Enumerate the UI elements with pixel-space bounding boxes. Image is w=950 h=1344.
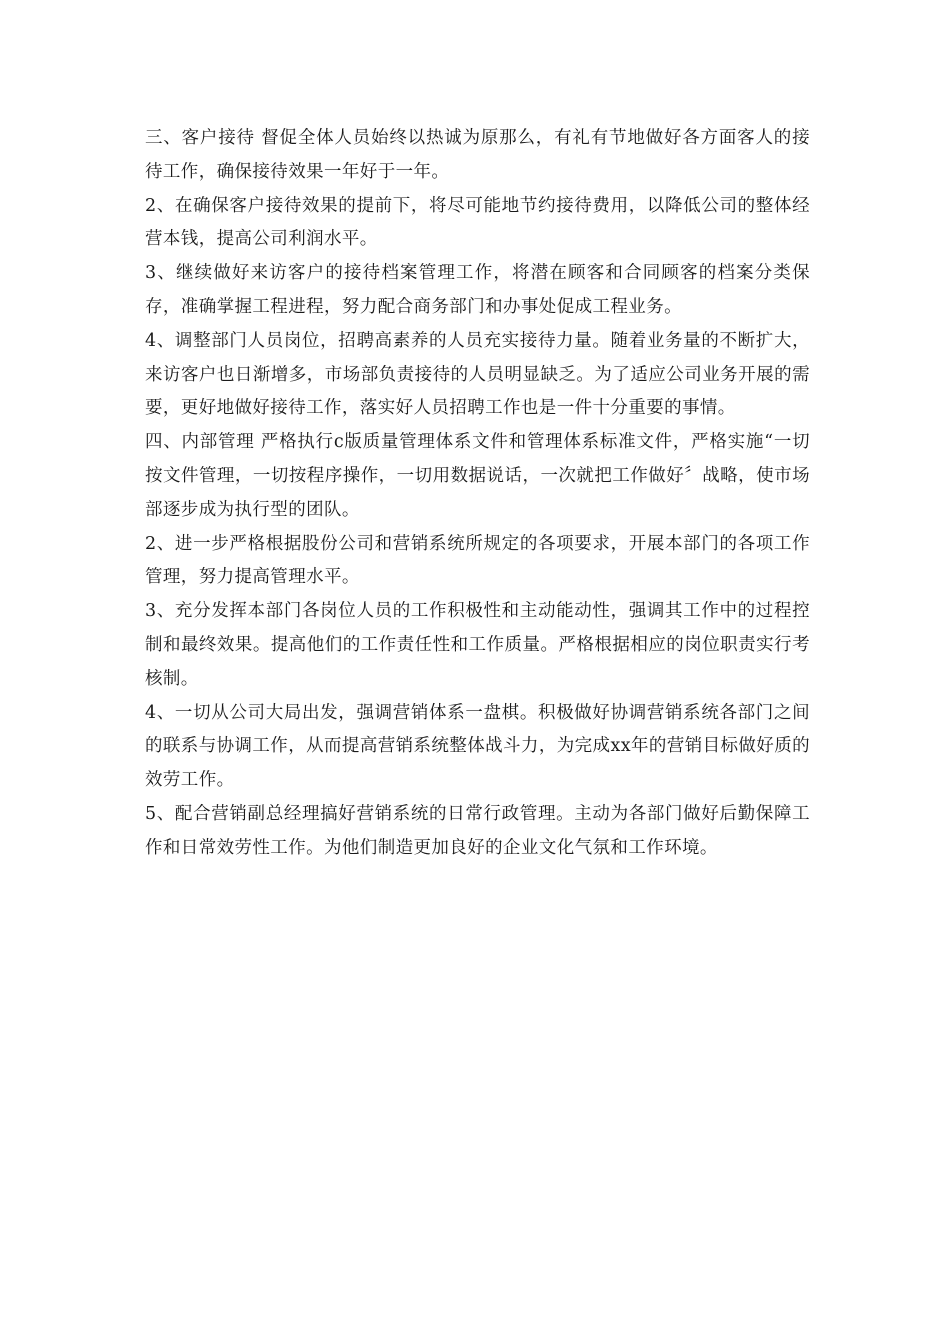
paragraph-internal-management: 四、内部管理 严格执行c版质量管理体系文件和管理体系标准文件，严格实施“一切按文件管理，一切按程序操作，一切用数据说话，一次就把工作做好〞战略，使市场部逐步成为执行型的团队。 — [145, 432, 810, 520]
document-body — [145, 122, 810, 866]
paragraph-staffing: 4、调整部门人员岗位，招聘高素养的人员充实接待力量。随着业务量的不断扩大，来访客户也日渐增多，市场部负责接待的人员明显缺乏。为了适应公司业务开展的需要，更好地做好接待工作，落实好人员招聘工作也是一件十分重要的事情。 — [145, 330, 810, 419]
paragraph-customer-reception: 三、客户接待 督促全体人员始终以热诚为原那么，有礼有节地做好各方面客人的接待工作，确保接待效果一年好于一年。 — [145, 128, 810, 182]
paragraph-archive-management: 3、继续做好来访客户的接待档案管理工作，将潜在顾客和合同顾客的档案分类保存，准确掌握工程进程，努力配合商务部门和办事处促成工程业务。 — [145, 263, 810, 317]
paragraph-requirements: 2、进一步严格根据股份公司和营销系统所规定的各项要求，开展本部门的各项工作管理，努力提高管理水平。 — [145, 533, 810, 588]
paragraph-administration: 5、配合营销副总经理搞好营销系统的日常行政管理。主动为各部门做好后勤保障工作和日常效劳性工作。为他们制造更加良好的企业文化气氛和工作环境。 — [145, 803, 810, 858]
paragraph-coordination: 4、一切从公司大局出发，强调营销体系一盘棋。积极做好协调营销系统各部门之间的联系与协调工作，从而提高营销系统整体战斗力，为完成xx年的营销目标做好质的效劳工作。 — [145, 702, 810, 791]
paragraph-motivation: 3、充分发挥本部门各岗位人员的工作积极性和主动能动性，强调其工作中的过程控制和最终效果。提高他们的工作责任性和工作质量。严格根据相应的岗位职责实行考核制。 — [145, 601, 810, 689]
paragraph-reduce-costs: 2、在确保客户接待效果的提前下，将尽可能地节约接待费用，以降低公司的整体经营本钱，提高公司利润水平。 — [145, 195, 810, 250]
